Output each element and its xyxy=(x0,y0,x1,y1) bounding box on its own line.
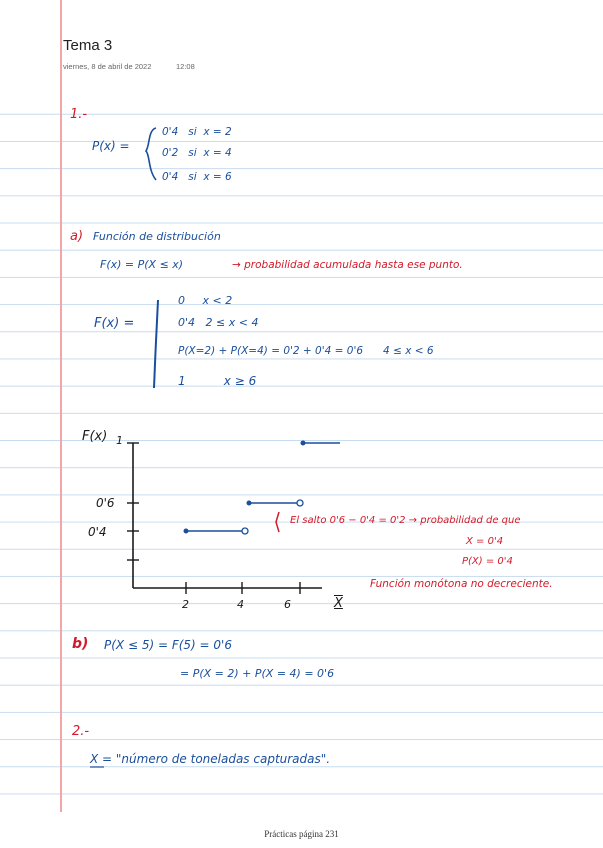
page-date: viernes, 8 de abril de 2022 xyxy=(63,62,152,71)
part-a-label: a) xyxy=(70,229,84,244)
cdf-brace xyxy=(154,300,158,388)
jump-bracket xyxy=(276,512,279,532)
step-start-1 xyxy=(301,441,306,446)
page-time: 12:08 xyxy=(176,62,195,71)
cdf-row-3: P(X=2) + P(X=4) = 0'2 + 0'4 = 0'6 4 ≤ x < 6 xyxy=(178,345,434,357)
step-start-04 xyxy=(184,529,189,534)
exercise-1-label: 1.- xyxy=(70,107,88,122)
step-end-06 xyxy=(297,500,303,506)
cdf-row-4: 1 x ≥ 6 xyxy=(178,374,257,388)
cdf-definition-note: → probabilidad acumulada hasta ese punto. xyxy=(232,259,463,271)
graph-x-axis-label: X xyxy=(334,596,343,611)
jump-line-2: P(X) = 0'4 xyxy=(462,556,513,567)
cdf-lhs: F(x) = xyxy=(94,316,135,331)
jump-line-1: X = 0'4 xyxy=(466,536,504,547)
exercise-2-text: X = "número de toneladas capturadas". xyxy=(90,752,331,766)
pmf-row-2: 0'2 si x = 4 xyxy=(162,147,232,159)
page-title: Tema 3 xyxy=(63,37,113,54)
graph-y-tick-1: 1 xyxy=(116,434,123,447)
step-end-04 xyxy=(242,528,248,534)
part-b-label: b) xyxy=(72,636,89,652)
graph-x-tick-2: 2 xyxy=(182,598,189,611)
graph-y-tick-06: 0'6 xyxy=(96,496,115,510)
pmf-row-1: 0'4 si x = 2 xyxy=(162,126,232,138)
part-b-line-2: = P(X = 2) + P(X = 4) = 0'6 xyxy=(180,667,335,680)
jump-note: El salto 0'6 − 0'4 = 0'2 → probabilidad de que xyxy=(290,515,521,526)
cdf-definition: F(x) = P(X ≤ x) xyxy=(100,258,184,271)
pmf-brace xyxy=(146,128,156,180)
part-a-title: Función de distribución xyxy=(93,230,221,243)
step-start-06 xyxy=(247,501,252,506)
page-footer: Prácticas página 231 xyxy=(264,829,339,839)
graph-y-tick-04: 0'4 xyxy=(88,525,107,539)
graph-y-axis-label: F(x) xyxy=(82,429,108,444)
pmf-row-3: 0'4 si x = 6 xyxy=(162,171,232,183)
part-b-line-1: P(X ≤ 5) = F(5) = 0'6 xyxy=(104,638,232,652)
cdf-row-1: 0 x < 2 xyxy=(178,294,233,307)
monotone-note: Función monótona no decreciente. xyxy=(370,578,553,590)
exercise-2-label: 2.- xyxy=(72,724,90,739)
graph-x-tick-6: 6 xyxy=(284,598,291,611)
graph-x-tick-4: 4 xyxy=(237,598,244,611)
pmf-lhs: P(x) = xyxy=(92,139,130,153)
cdf-row-2: 0'4 2 ≤ x < 4 xyxy=(178,316,259,329)
